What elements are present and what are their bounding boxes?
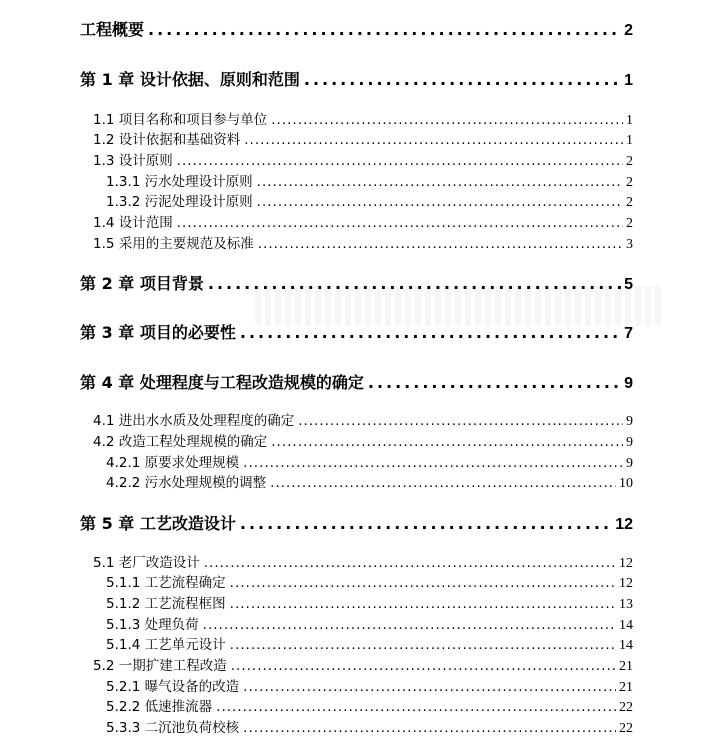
dot-leader	[230, 575, 616, 591]
dot-leader	[177, 153, 623, 169]
toc-entry-label: 1.4 设计范围	[93, 215, 173, 231]
toc-entry-page: 1	[626, 133, 633, 148]
toc-entry[interactable]	[80, 370, 633, 392]
dot-leader	[230, 596, 616, 612]
toc-entry-page: 5	[624, 276, 633, 293]
dot-leader	[243, 455, 623, 471]
dot-leader	[240, 323, 621, 342]
dot-leader	[271, 434, 623, 450]
dot-leader	[244, 132, 623, 148]
dot-leader	[204, 555, 616, 571]
dot-leader	[148, 20, 621, 39]
toc-entry-page: 22	[619, 721, 633, 736]
toc-entry[interactable]	[80, 67, 633, 89]
toc-entry-page: 21	[619, 659, 633, 674]
toc-entry[interactable]	[106, 613, 633, 632]
toc-entry[interactable]	[106, 190, 633, 209]
toc-entry-label: 5.2.2 低速推流器	[106, 699, 213, 715]
toc-entry-page: 2	[624, 22, 633, 39]
toc-entry-label: 1.5 采用的主要规范及标准	[93, 236, 254, 252]
toc-entry-label: 5.1.1 工艺流程确定	[106, 575, 226, 591]
toc-entry-page: 9	[626, 435, 633, 450]
toc-entry-label: 5.2.1 曝气设备的改造	[106, 679, 240, 695]
toc-entry-label: 1.3.1 污水处理设计原则	[106, 174, 253, 190]
toc-entry-page: 1	[626, 113, 633, 128]
toc-entry-page: 22	[619, 700, 633, 715]
toc-entry-page: 7	[624, 325, 633, 342]
toc-entry[interactable]	[93, 430, 633, 449]
dot-leader	[208, 274, 621, 293]
toc-entry[interactable]	[93, 128, 633, 147]
toc-entry-label: 5.1 老厂改造设计	[93, 555, 200, 571]
toc-entry-label: 4.2.1 原要求处理规模	[106, 455, 240, 471]
toc-entry-label: 4.2.2 污水处理规模的调整	[106, 475, 267, 491]
toc-entry[interactable]	[93, 654, 633, 673]
toc-entry-page: 12	[615, 516, 633, 533]
toc-entry[interactable]	[106, 592, 633, 611]
toc-entry[interactable]	[80, 511, 633, 533]
dot-leader	[298, 413, 623, 429]
toc-entry[interactable]	[93, 211, 633, 230]
toc-entry-label: 1.3 设计原则	[93, 153, 173, 169]
toc-entry-page: 9	[626, 414, 633, 429]
toc-entry[interactable]	[80, 320, 633, 342]
toc-entry-page: 3	[626, 237, 633, 252]
toc-entry-page: 13	[619, 597, 633, 612]
toc-entry[interactable]	[80, 271, 633, 293]
toc-entry[interactable]	[106, 633, 633, 652]
toc-entry-page: 14	[619, 638, 633, 653]
dot-leader	[270, 475, 616, 491]
toc-entry-label: 第 5 章 工艺改造设计	[80, 514, 236, 533]
toc-entry[interactable]	[106, 716, 633, 735]
dot-leader	[230, 637, 616, 653]
toc-entry-label: 第 3 章 项目的必要性	[80, 323, 236, 342]
toc-entry-label: 4.2 改造工程处理规模的确定	[93, 434, 268, 450]
toc-entry-page: 2	[626, 216, 633, 231]
dot-leader	[243, 679, 616, 695]
toc-entry[interactable]	[93, 149, 633, 168]
toc-entry-label: 4.1 进出水水质及处理程度的确定	[93, 413, 295, 429]
toc-entry-label: 第 1 章 设计依据、原则和范围	[80, 70, 300, 89]
dot-leader	[243, 720, 616, 736]
dot-leader	[258, 236, 623, 252]
toc-entry[interactable]	[106, 695, 633, 714]
toc-entry-page: 9	[626, 456, 633, 471]
toc-entry-label: 工程概要	[80, 20, 145, 39]
dot-leader	[216, 699, 616, 715]
toc-entry[interactable]	[93, 232, 633, 251]
toc-entry[interactable]	[93, 108, 633, 127]
toc-entry-label: 5.1.3 处理负荷	[106, 617, 199, 633]
toc-entry-label: 5.1.2 工艺流程框图	[106, 596, 226, 612]
toc-entry-page: 12	[619, 556, 633, 571]
toc-entry-page: 12	[619, 576, 633, 591]
toc-entry[interactable]	[93, 551, 633, 570]
dot-leader	[177, 215, 623, 231]
toc-entry[interactable]	[93, 409, 633, 428]
toc-entry-page: 2	[626, 154, 633, 169]
dot-leader	[240, 514, 612, 533]
dot-leader	[231, 658, 616, 674]
toc-entry[interactable]	[106, 451, 633, 470]
toc-entry[interactable]	[80, 17, 633, 39]
toc-entry-label: 第 4 章 处理程度与工程改造规模的确定	[80, 373, 364, 392]
dot-leader	[203, 617, 616, 633]
toc-entry-page: 2	[626, 175, 633, 190]
toc-entry[interactable]	[106, 170, 633, 189]
toc-entry-page: 14	[619, 618, 633, 633]
dot-leader	[304, 70, 621, 89]
dot-leader	[257, 194, 623, 210]
toc-entry[interactable]	[106, 571, 633, 590]
dot-leader	[257, 174, 623, 190]
toc-entry-label: 1.3.2 污泥处理设计原则	[106, 194, 253, 210]
toc-entry-label: 1.2 设计依据和基础资料	[93, 132, 241, 148]
toc-entry[interactable]	[106, 675, 633, 694]
dot-leader	[271, 112, 623, 128]
toc-entry-page: 1	[624, 72, 633, 89]
toc-entry-label: 1.1 项目名称和项目参与单位	[93, 112, 268, 128]
dot-leader	[368, 373, 621, 392]
toc-entry-label: 5.1.4 工艺单元设计	[106, 637, 226, 653]
toc-entry[interactable]	[106, 471, 633, 490]
toc-entry-label: 第 2 章 项目背景	[80, 274, 204, 293]
toc-entry-label: 5.2 一期扩建工程改造	[93, 658, 227, 674]
toc-entry-label: 5.3.3 二沉池负荷校核	[106, 720, 240, 736]
toc-entry-page: 21	[619, 680, 633, 695]
toc-entry-page: 10	[619, 476, 633, 491]
toc-entry-page: 9	[624, 375, 633, 392]
toc-entry-page: 2	[626, 195, 633, 210]
